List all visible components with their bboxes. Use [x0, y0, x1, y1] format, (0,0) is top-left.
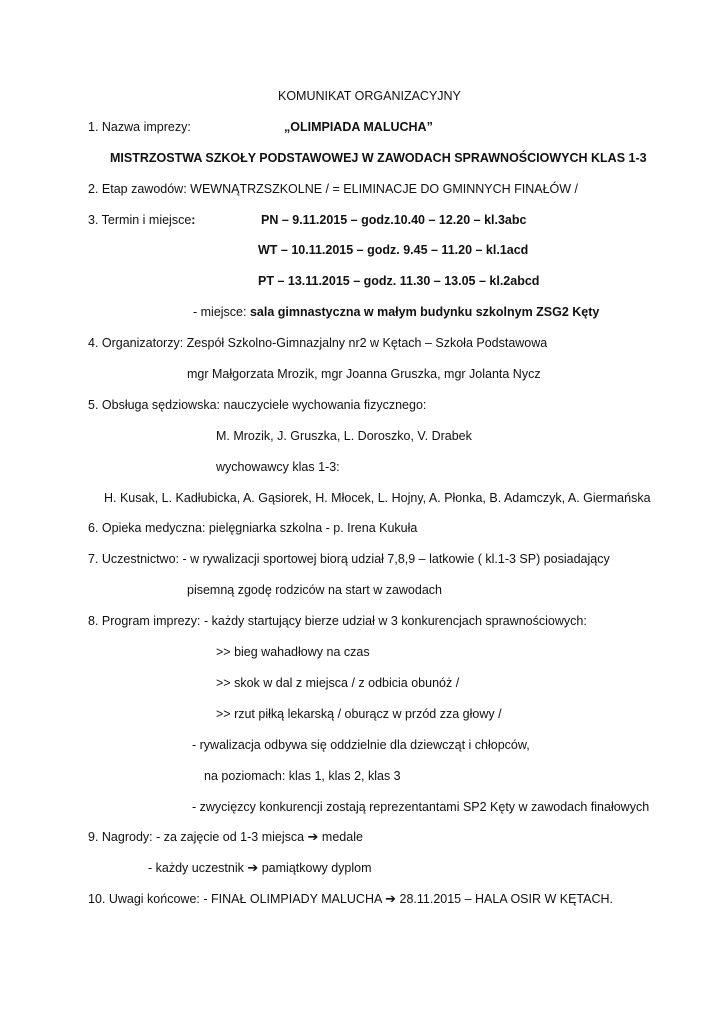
- event-subtitle: MISTRZOSTWA SZKOŁY PODSTAWOWEJ W ZAWODACH SPRAWNOŚCIOWYCH KLAS 1-3: [110, 151, 647, 165]
- date-friday: PT – 13.11.2015 – godz. 11.30 – 13.05 – kl.2abcd: [258, 274, 540, 288]
- participation-consent: pisemną zgodę rodziców na start w zawodach: [187, 583, 442, 597]
- date-tuesday: WT – 10.11.2015 – godz. 9.45 – 11.20 – kl.1acd: [258, 243, 529, 257]
- program-label: 8. Program imprezy: - każdy startujący bierze udział w 3 konkurencjach sprawnościowych:: [88, 614, 587, 628]
- right-arrow-icon: ➔: [307, 829, 319, 844]
- program-note-gender: - rywalizacja odbywa się oddzielnie dla dziewcząt i chłopców,: [192, 738, 530, 752]
- event-place: - miejsce: sala gimnastyczna w małym budynku szkolnym ZSG2 Kęty: [193, 305, 600, 319]
- prizes-medals: 9. Nagrody: - za zajęcie od 1-3 miejsca ➔ medale: [88, 829, 363, 844]
- document-title: KOMUNIKAT ORGANIZACYJNY: [278, 89, 461, 103]
- date-place-label: 3. Termin i miejsce:: [88, 213, 196, 227]
- prizes-diploma: - każdy uczestnik ➔ pamiątkowy dyplom: [148, 860, 372, 875]
- event-name-label: 1. Nazwa imprezy:: [88, 120, 191, 134]
- program-note-levels: na poziomach: klas 1, klas 2, klas 3: [204, 769, 401, 783]
- right-arrow-icon: ➔: [385, 891, 397, 906]
- referees-label: 5. Obsługa sędziowska: nauczyciele wychowania fizycznego:: [88, 398, 427, 412]
- date-monday: PN – 9.11.2015 – godz.10.40 – 12.20 – kl.3abc: [261, 213, 527, 227]
- referees-pe-teachers: M. Mrozik, J. Gruszka, L. Doroszko, V. Drabek: [216, 429, 472, 443]
- referees-class-teachers: H. Kusak, L. Kadłubicka, A. Gąsiorek, H. Młocek, L. Hojny, A. Płonka, B. Adamczyk, A. Giermańska: [104, 491, 651, 505]
- medical-care: 6. Opieka medyczna: pielęgniarka szkolna - p. Irena Kukuła: [88, 521, 418, 535]
- organizers: 4. Organizatorzy: Zespół Szkolno-Gimnazjalny nr2 w Kętach – Szkoła Podstawowa: [88, 336, 548, 350]
- participation: 7. Uczestnictwo: - w rywalizacji sportowej biorą udział 7,8,9 – latkowie ( kl.1-3 SP) posiadający: [88, 552, 610, 566]
- right-arrow-icon: ➔: [247, 860, 259, 875]
- program-item: >> rzut piłką lekarską / oburącz w przód zza głowy /: [216, 707, 502, 721]
- organizers-names: mgr Małgorzata Mrozik, mgr Joanna Gruszka, mgr Jolanta Nycz: [187, 367, 541, 381]
- program-item: >> bieg wahadłowy na czas: [216, 645, 370, 659]
- program-item: >> skok w dal z miejsca / z odbicia obunóż /: [216, 676, 460, 690]
- event-name-value: „OLIMPIADA MALUCHA”: [284, 120, 433, 134]
- referees-class-teachers-label: wychowawcy klas 1-3:: [216, 460, 340, 474]
- competition-stage: 2. Etap zawodów: WEWNĄTRZSZKOLNE / = ELIMINACJE DO GMINNYCH FINAŁÓW /: [88, 182, 579, 196]
- program-note-winners: - zwycięzcy konkurencji zostają reprezentantami SP2 Kęty w zawodach finałowych: [192, 800, 650, 814]
- final-remarks: 10. Uwagi końcowe: - FINAŁ OLIMPIADY MALUCHA ➔ 28.11.2015 – HALA OSIR W KĘTACH.: [88, 891, 614, 906]
